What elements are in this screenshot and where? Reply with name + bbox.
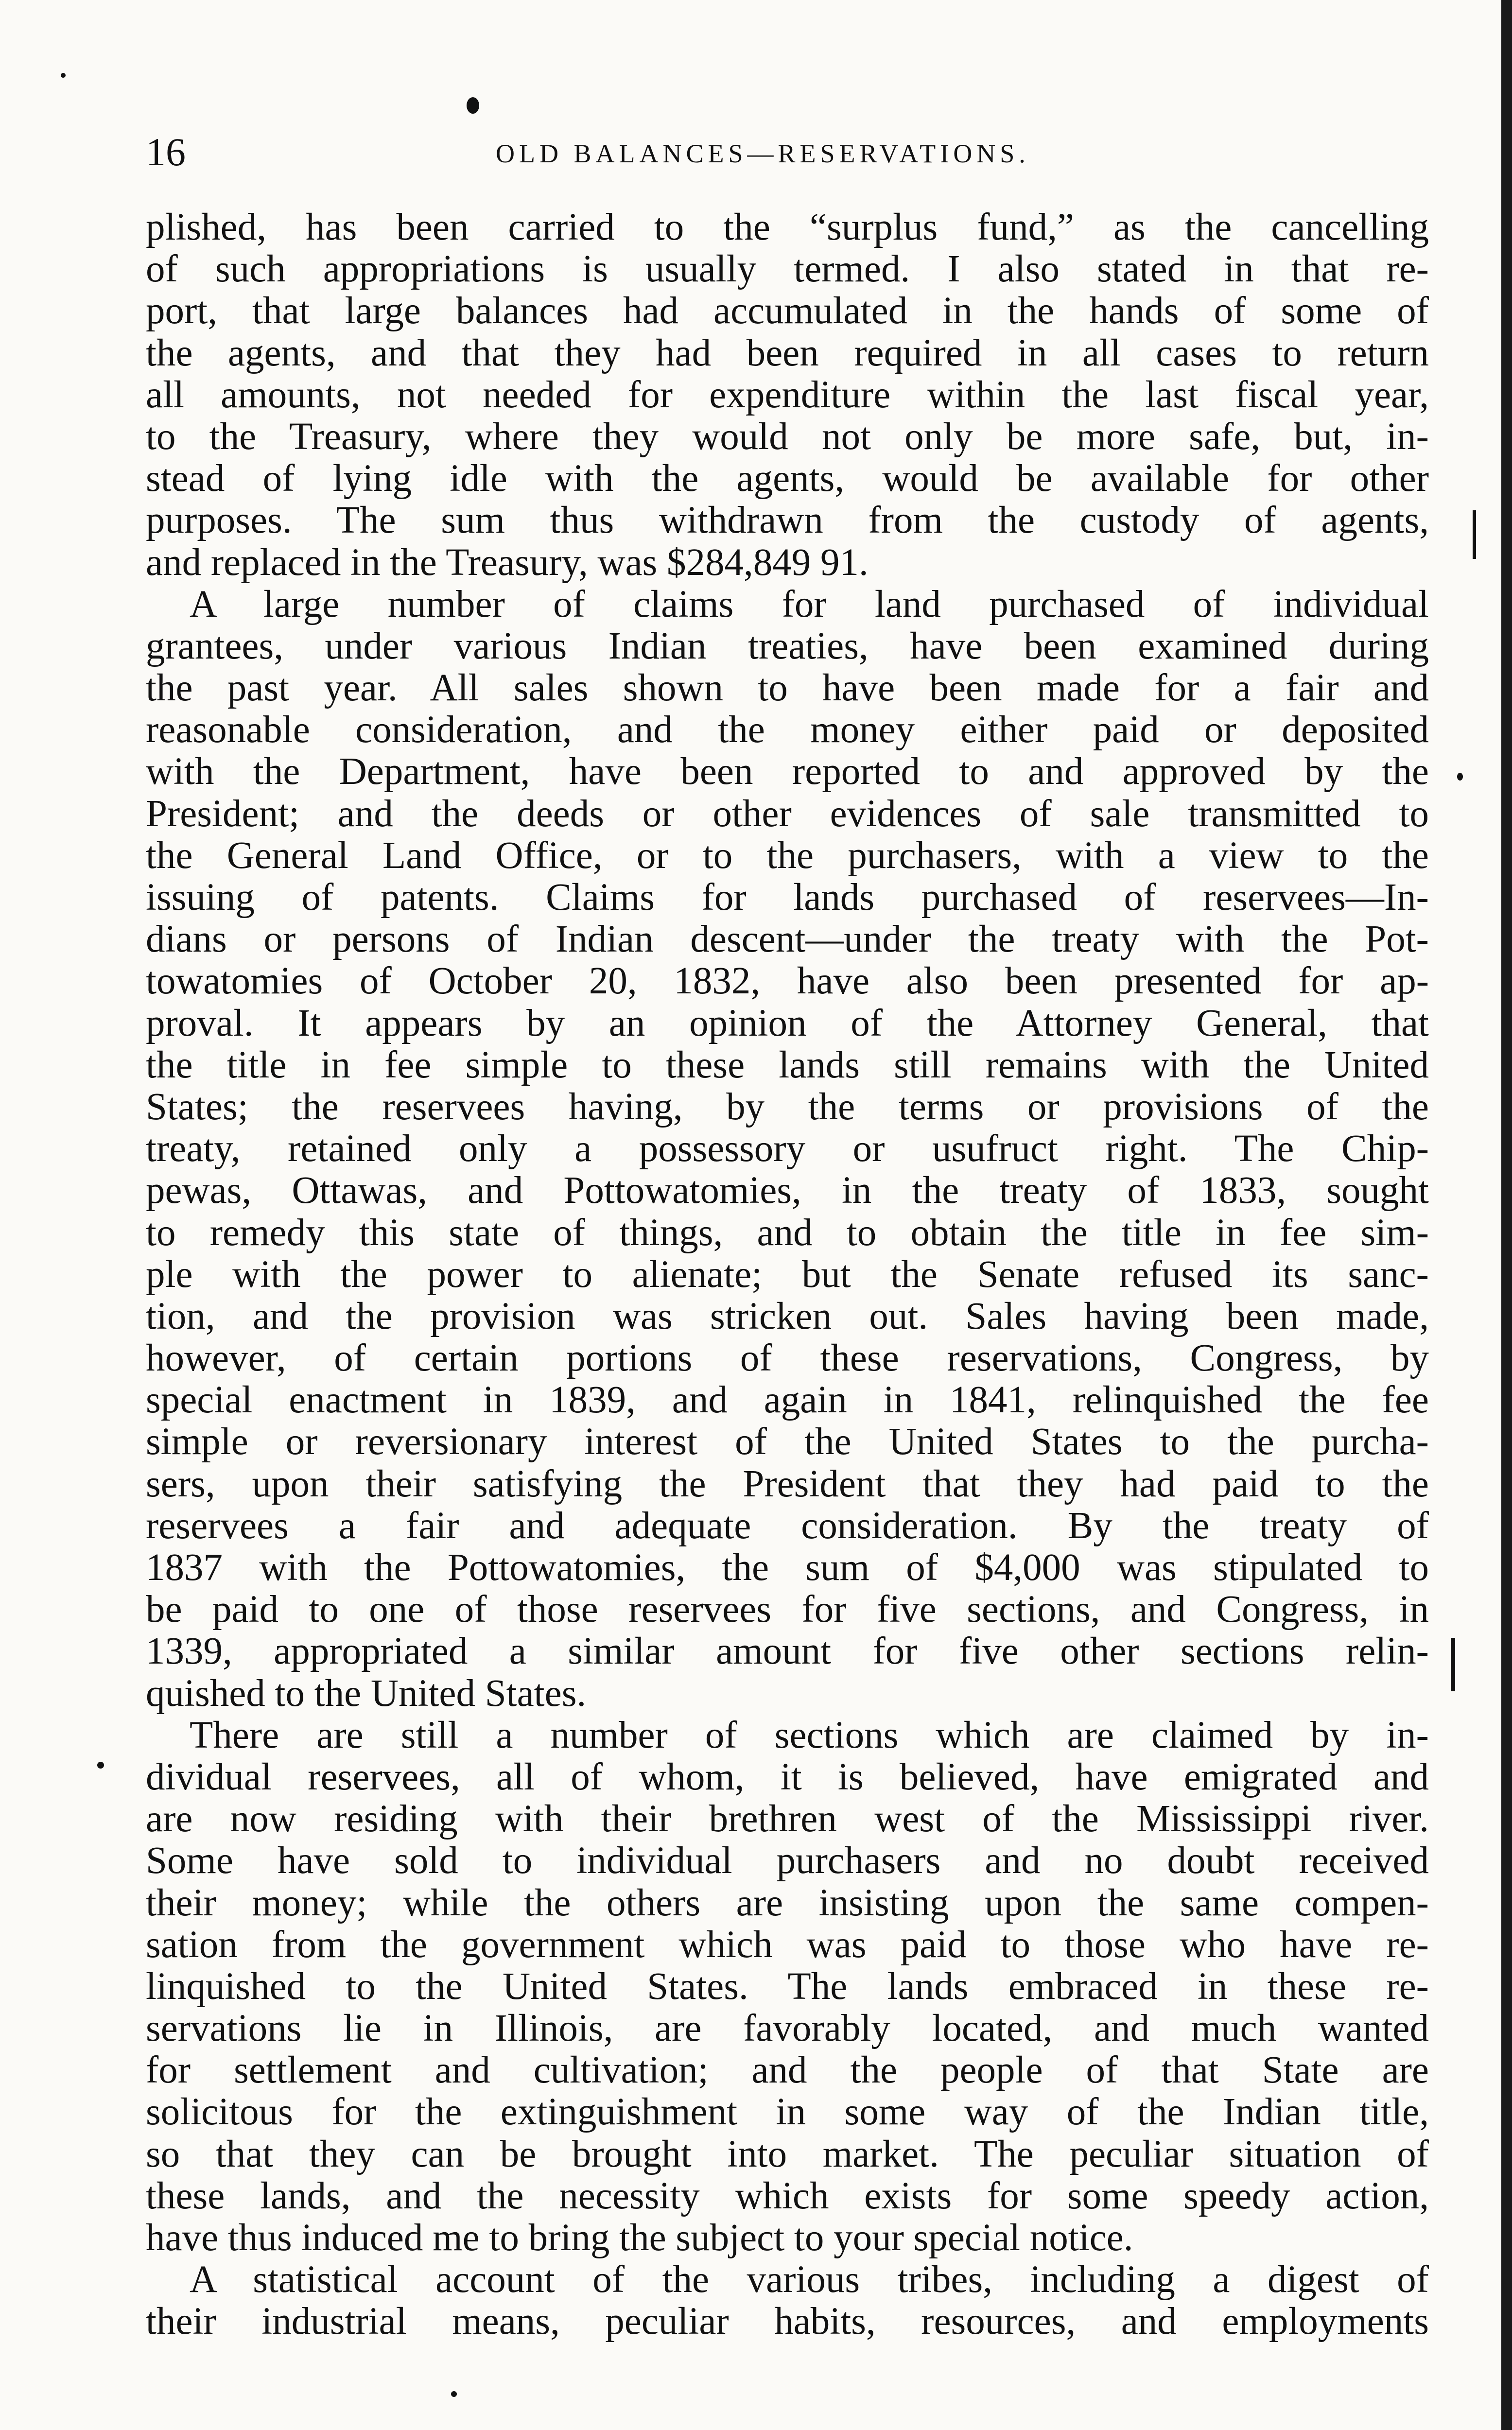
ink-speck <box>97 1762 104 1769</box>
text-line: their money; while the others are insisting upon the same compen- <box>146 1881 1429 1924</box>
text-line: the title in fee simple to these lands still remains with the United <box>146 1043 1429 1086</box>
text-line: simple or reversionary interest of the United States to the purcha- <box>146 1421 1429 1463</box>
text-line: stead of lying idle with the agents, would be available for other <box>146 457 1429 500</box>
text-line: quished to the United States. <box>146 1672 587 1715</box>
text-line: their industrial means, peculiar habits, resources, and employments <box>146 2300 1429 2343</box>
text-line: to the Treasury, where they would not only be more safe, but, in- <box>146 415 1429 458</box>
margin-mark <box>1451 1638 1455 1691</box>
text-line: issuing of patents. Claims for lands purchased of reservees—In- <box>146 876 1429 919</box>
text-line: linquished to the United States. The lands embraced in these re- <box>146 1965 1429 2008</box>
text-line: the agents, and that they had been required in all cases to return <box>146 331 1429 374</box>
margin-mark <box>1473 510 1476 559</box>
text-line: have thus induced me to bring the subject to your special notice. <box>146 2217 1133 2259</box>
text-line: plished, has been carried to the “surplus fund,” as the cancelling <box>146 206 1429 248</box>
text-line: special enactment in 1839, and again in 1841, relinquished the fee <box>146 1379 1429 1422</box>
page-header <box>146 130 1434 174</box>
text-line: all amounts, not needed for expenditure within the last fiscal year, <box>146 373 1429 416</box>
text-line: reasonable consideration, and the money either paid or deposited <box>146 709 1429 751</box>
text-line: States; the reservees having, by the terms or provisions of the <box>146 1085 1429 1128</box>
ink-speck <box>467 97 479 114</box>
text-line: are now residing with their brethren west of the Mississippi river. <box>146 1798 1429 1840</box>
text-line: treaty, retained only a possessory or usufruct right. The Chip- <box>146 1128 1429 1170</box>
text-line: the General Land Office, or to the purchasers, with a view to the <box>146 834 1429 877</box>
scan-edge <box>1501 0 1512 2430</box>
text-line: dians or persons of Indian descent—under the treaty with the Pot- <box>146 918 1429 961</box>
text-line: tion, and the provision was stricken out. Sales having been made, <box>146 1295 1429 1337</box>
text-line: 1837 with the Pottowatomies, the sum of $4,000 was stipulated to <box>146 1546 1429 1589</box>
text-line: Some have sold to individual purchasers and no doubt received <box>146 1840 1429 1882</box>
text-line: solicitous for the extinguishment in some way of the Indian title, <box>146 2091 1429 2134</box>
text-line: purposes. The sum thus withdrawn from the custody of agents, <box>146 499 1429 542</box>
text-line: servations lie in Illinois, are favorably located, and much wanted <box>146 2007 1429 2050</box>
text-line: these lands, and the necessity which exists for some speedy action, <box>146 2174 1429 2217</box>
text-line: be paid to one of those reservees for five sections, and Congress, in <box>146 1588 1429 1631</box>
text-line: sers, upon their satisfying the President that they had paid to the <box>146 1462 1429 1505</box>
text-line: reservees a fair and adequate consideration. By the treaty of <box>146 1504 1429 1547</box>
body-text <box>146 207 1429 2343</box>
text-line: proval. It appears by an opinion of the Attorney General, that <box>146 1002 1429 1044</box>
text-line: to remedy this state of things, and to obtain the title in fee sim- <box>146 1211 1429 1254</box>
text-line: dividual reservees, all of whom, it is believed, have emigrated and <box>146 1755 1429 1798</box>
text-line: of such appropriations is usually termed. I also stated in that re- <box>146 248 1429 291</box>
text-line: pewas, Ottawas, and Pottowatomies, in the treaty of 1833, sought <box>146 1169 1429 1212</box>
text-line: however, of certain portions of these reservations, Congress, by <box>146 1337 1429 1380</box>
ink-speck <box>61 73 66 78</box>
text-line: sation from the government which was paid to those who have re- <box>146 1923 1429 1966</box>
text-line: 1339, appropriated a similar amount for five other sections relin- <box>146 1630 1429 1673</box>
ink-speck <box>1457 773 1463 781</box>
text-line: with the Department, have been reported to and approved by the <box>146 750 1429 793</box>
text-line: the past year. All sales shown to have been made for a fair and <box>146 667 1429 710</box>
ink-speck <box>451 2391 457 2397</box>
text-line: grantees, under various Indian treaties, have been examined during <box>146 625 1429 667</box>
text-line: A statistical account of the various tribes, including a digest of <box>190 2258 1429 2301</box>
page-number: 16 <box>146 130 186 174</box>
text-line: towatomies of October 20, 1832, have also been presented for ap- <box>146 960 1429 1003</box>
text-line: President; and the deeds or other evidences of sale transmitted to <box>146 792 1429 835</box>
running-head: OLD BALANCES—RESERVATIONS. <box>496 139 1030 168</box>
text-line: port, that large balances had accumulated in the hands of some of <box>146 290 1429 332</box>
text-line: for settlement and cultivation; and the people of that State are <box>146 2049 1429 2092</box>
text-line: ple with the power to alienate; but the Senate refused its sanc- <box>146 1253 1429 1296</box>
text-line: A large number of claims for land purchased of individual <box>190 583 1429 625</box>
text-line: so that they can be brought into market. The peculiar situation of <box>146 2133 1429 2175</box>
text-line: and replaced in the Treasury, was $284,849 91. <box>146 541 869 584</box>
text-line: There are still a number of sections which are claimed by in- <box>190 1714 1429 1756</box>
